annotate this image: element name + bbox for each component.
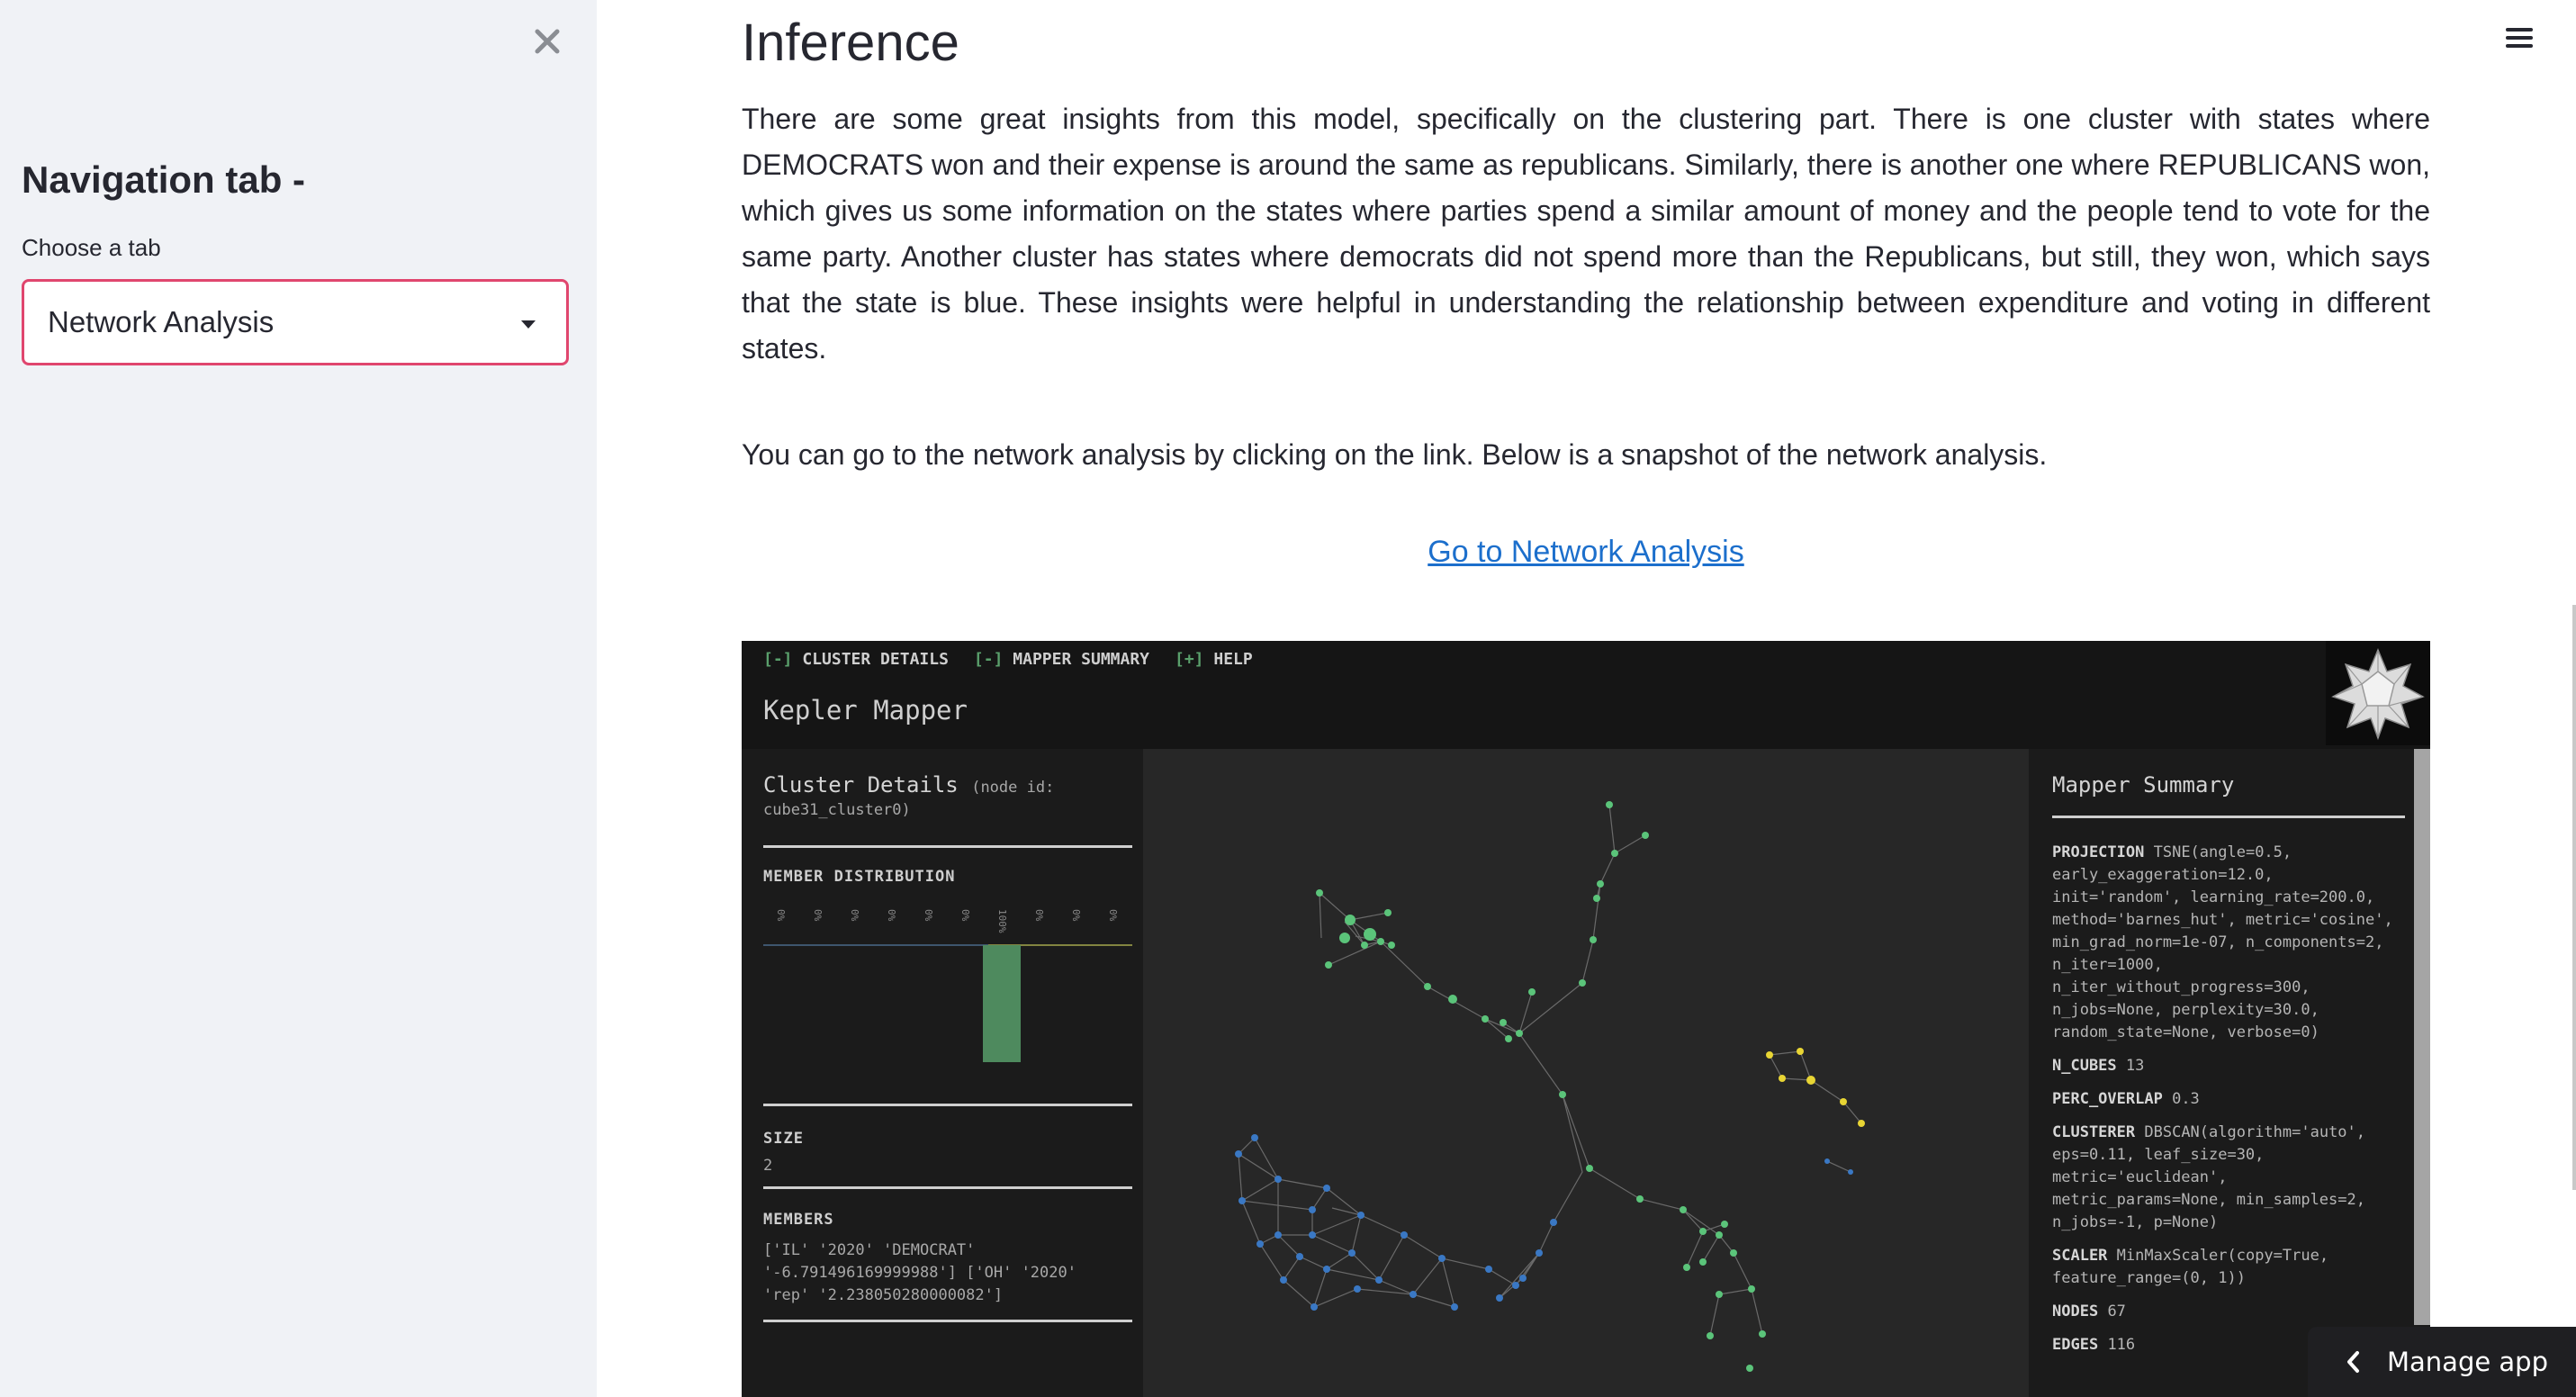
edges-info: EDGES 116 <box>2052 1336 2136 1354</box>
select-value: Network Analysis <box>48 305 275 338</box>
nodes-info: NODES 67 <box>2052 1302 2126 1320</box>
page-title: Inference <box>742 14 959 72</box>
cluster-details-panel <box>742 749 1143 1397</box>
mapper-graph <box>1143 749 2029 1397</box>
size-label: SIZE <box>763 1130 804 1148</box>
divider <box>2052 816 2405 818</box>
kepler-tab-mapper-summary: [-] MAPPER SUMMARY <box>973 650 1149 669</box>
manage-app-button[interactable] <box>2308 1327 2576 1397</box>
kepler-mapper-snapshot <box>742 641 2430 1397</box>
projection-info: PROJECTION TSNE(angle=0.5, early_exaggeration=12.0, init='random', learning_rate=200.0, method='barnes_hut', metric='cosine', min_grad_norm=1e-07, n_components=2, n_iter=1000, n_iter_without_progress=300, n_jobs=None, perplexity=30.0, random_state=None, verbose=0) <box>2052 843 2393 1041</box>
svg-text:0%: 0% <box>849 909 860 922</box>
scaler-info: SCALER MinMaxScaler(copy=True, feature_range=(0, 1)) <box>2052 1247 2329 1287</box>
kepler-header <box>742 641 2430 749</box>
chevron-left-icon <box>2346 1350 2360 1374</box>
node-id: cube31_cluster0) <box>763 801 911 819</box>
kepler-tabs <box>763 650 1253 669</box>
cluster-details-title: Cluster Details (node id: <box>763 772 1055 798</box>
svg-text:100%: 100% <box>996 909 1008 933</box>
divider <box>763 1104 1132 1106</box>
svg-text:0%: 0% <box>1107 909 1119 922</box>
size-value: 2 <box>763 1157 773 1175</box>
main-menu-button[interactable] <box>2498 23 2541 59</box>
svg-text:0%: 0% <box>886 909 897 922</box>
ncubes-info: N_CUBES 13 <box>2052 1057 2145 1075</box>
manage-app-label: Manage app <box>2387 1347 2548 1377</box>
divider <box>763 1320 1132 1322</box>
chevron-down-icon <box>521 320 536 329</box>
kepler-tab-help: [+] HELP <box>1175 650 1253 669</box>
svg-text:0%: 0% <box>812 909 824 922</box>
kepler-title: Kepler Mapper <box>763 695 968 726</box>
network-paragraph: You can go to the network analysis by clicking on the link. Below is a snapshot of the network analysis. <box>742 438 2048 471</box>
close-sidebar-button[interactable] <box>522 16 572 67</box>
clusterer-info: CLUSTERER DBSCAN(algorithm='auto', eps=0.11, leaf_size=30, metric='euclidean', metric_params=None, min_samples=2, n_jobs=-1, p=None) <box>2052 1123 2366 1231</box>
polyhedron-logo-icon <box>2329 644 2427 742</box>
divider <box>763 845 1132 848</box>
members-value: ['IL' '2020' 'DEMOCRAT' '-6.791496169999988'] ['OH' '2020' 'rep' '2.238050280000082'] <box>763 1241 1076 1304</box>
link-container <box>742 535 2430 570</box>
member-distribution-histogram <box>763 891 1132 1071</box>
svg-text:0%: 0% <box>1033 909 1045 922</box>
kepler-tab-cluster-details: [-] CLUSTER DETAILS <box>763 650 949 669</box>
perc-overlap-info: PERC_OVERLAP 0.3 <box>2052 1090 2200 1108</box>
sidebar-title: Navigation tab - <box>22 158 306 201</box>
inference-paragraph: There are some great insights from this model, specifically on the clustering part. There is one cluster with states where DEMOCRATS won and their expense is around the same as republicans. Similarly, there is another one where REPUBLICANS won, which gives us some information on the states where parties spend a similar amount of money and the people tend to vote for the same party. Another cluster has states where democrats did not spend more than the Republicans, but still, they won, which says that the state is blue. These insights were helpful in understanding the relationship between expenditure and voting in different states. <box>742 103 2430 365</box>
tab-select[interactable] <box>22 279 569 365</box>
svg-text:0%: 0% <box>923 909 934 922</box>
members-label: MEMBERS <box>763 1211 834 1229</box>
member-distribution-label: MEMBER DISTRIBUTION <box>763 868 956 886</box>
network-analysis-link[interactable]: Go to Network Analysis <box>1428 535 1744 569</box>
sidebar <box>0 0 597 1397</box>
svg-text:0%: 0% <box>1070 909 1082 922</box>
svg-text:0%: 0% <box>775 909 787 922</box>
page-scrollbar[interactable] <box>2572 605 2576 1190</box>
kepler-logo <box>2326 641 2430 745</box>
mapper-summary-panel <box>2029 749 2430 1397</box>
summary-scrollbar <box>2414 749 2430 1325</box>
mapper-summary-title: Mapper Summary <box>2052 772 2235 798</box>
hamburger-icon <box>2506 28 2533 32</box>
svg-text:0%: 0% <box>959 909 971 922</box>
select-label: Choose a tab <box>22 234 161 261</box>
mapper-graph-canvas <box>1143 749 2029 1397</box>
close-icon <box>534 28 561 55</box>
divider <box>763 1186 1132 1189</box>
